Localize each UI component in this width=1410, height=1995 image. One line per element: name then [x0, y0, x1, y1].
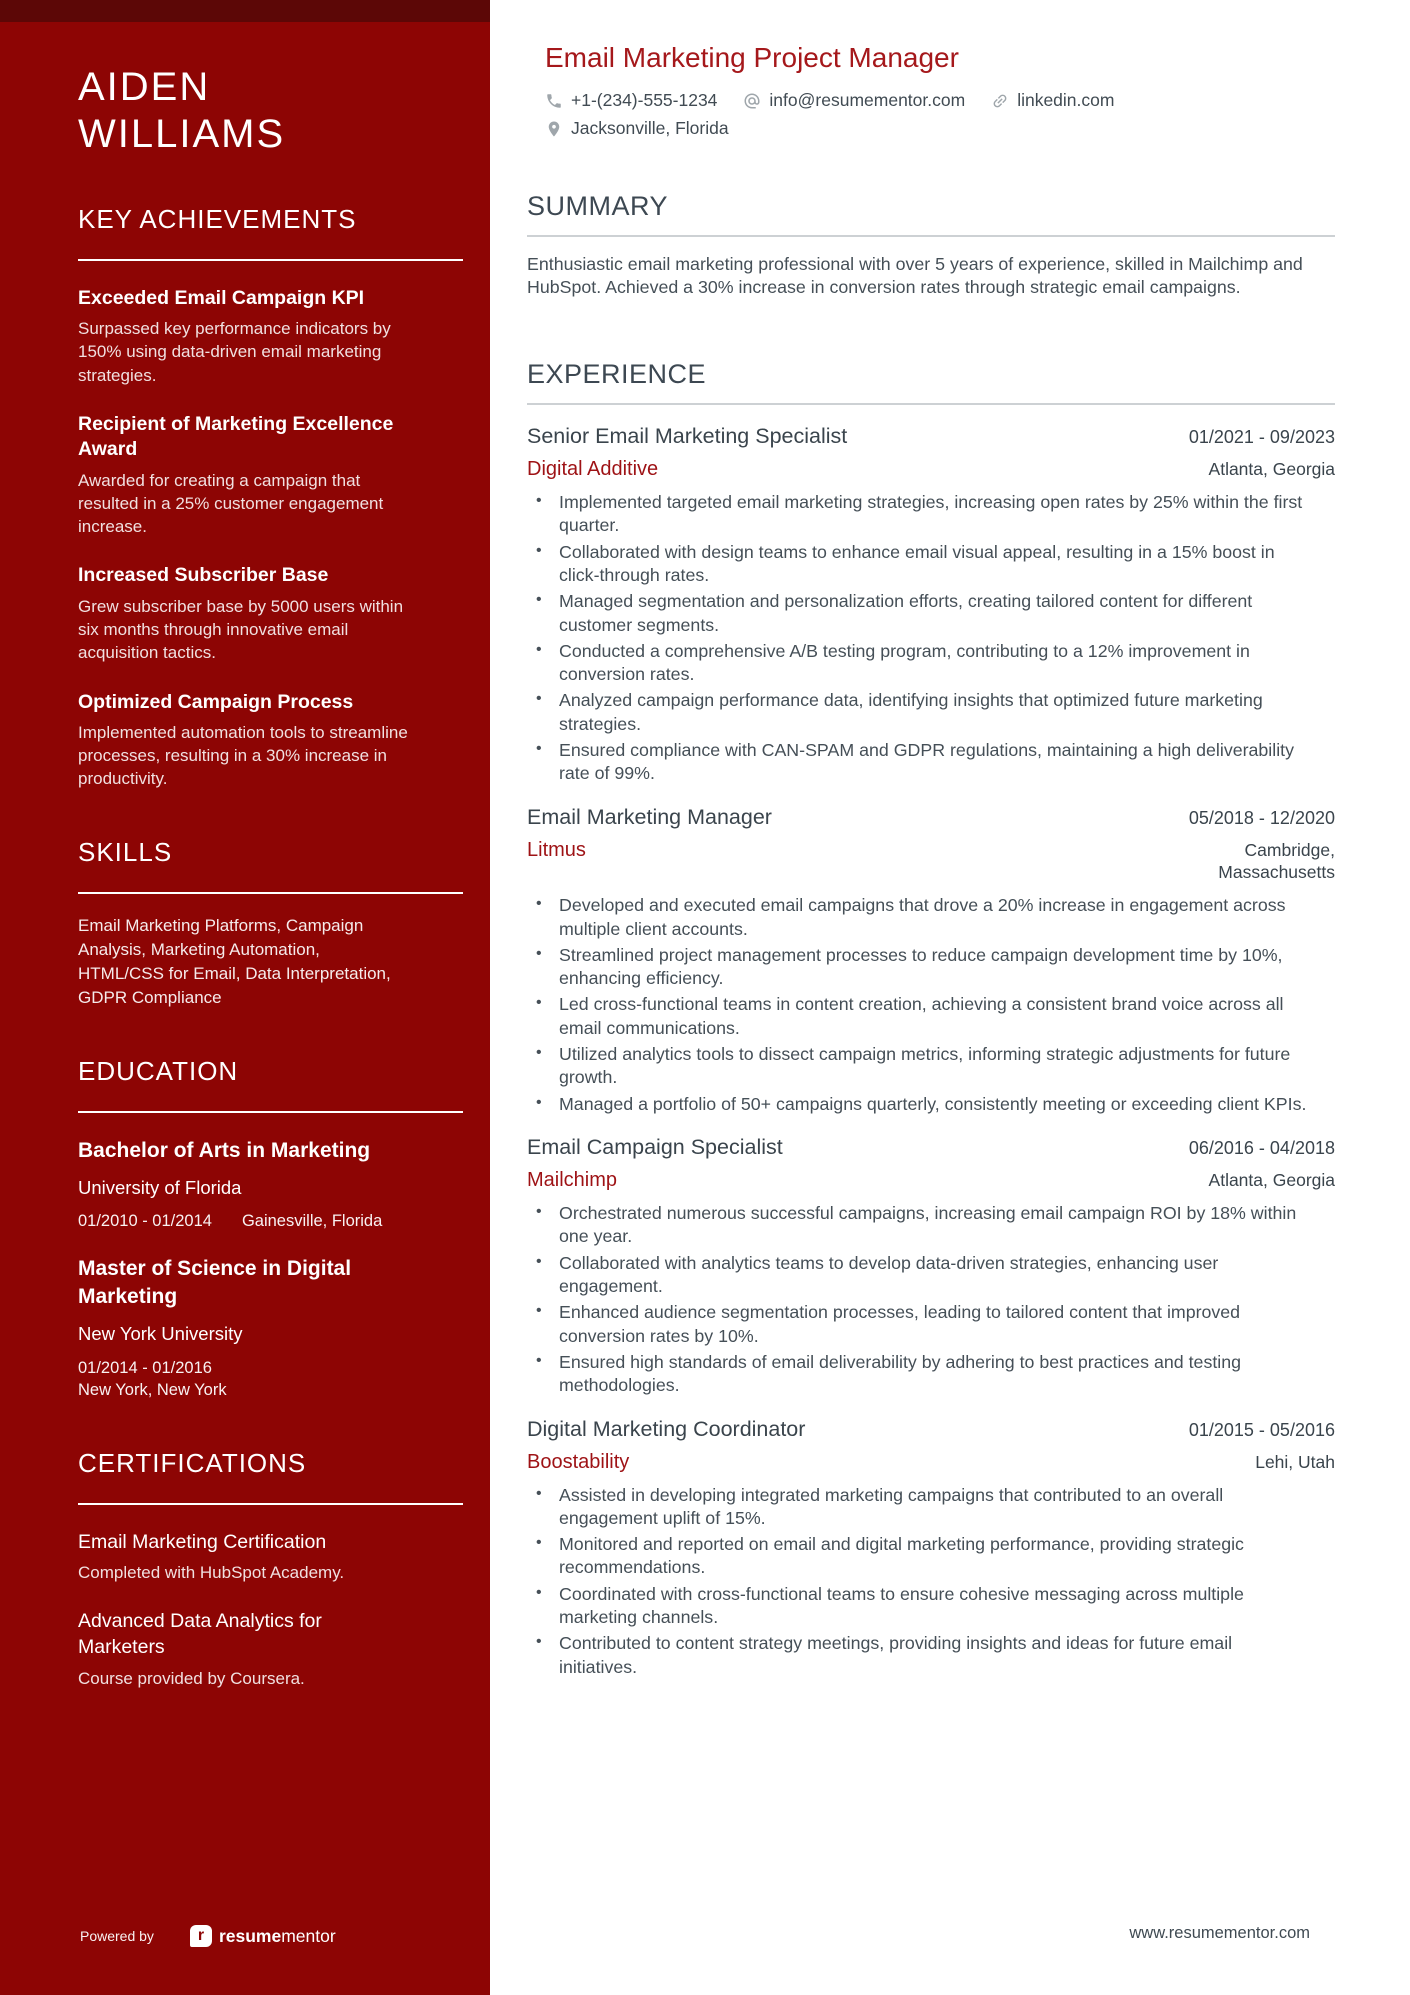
job-bullet: • Ensured high standards of email deliverability by adhering to best practices and testing methodologies. — [527, 1351, 1335, 1398]
sidebar-content — [0, 22, 490, 1690]
achievement-item — [78, 690, 410, 791]
phone-icon — [545, 92, 563, 110]
job-bullet: • Implemented targeted email marketing strategies, increasing open rates by 25% within the first quarter. — [527, 491, 1335, 538]
job-bullet-list — [527, 1202, 1335, 1398]
powered-by-label: Powered by — [80, 1928, 154, 1944]
phone-contact — [545, 90, 717, 111]
company-name: Mailchimp — [527, 1169, 618, 1192]
location-contact — [545, 118, 729, 139]
achievement-desc: Grew subscriber base by 5000 users within six months through innovative email acquisition tactics. — [78, 597, 404, 663]
experience-entry — [527, 424, 1335, 786]
key-achievements-section — [78, 204, 465, 791]
email-contact — [743, 90, 965, 111]
achievement-desc: Surpassed key performance indicators by 150% using data-driven email marketing strategies. — [78, 319, 391, 385]
job-location: Lehi, Utah — [1255, 1451, 1335, 1472]
job-title: Email Marketing Manager — [527, 804, 772, 829]
website-contact — [991, 90, 1114, 111]
company-name: Litmus — [527, 838, 586, 861]
section-divider — [78, 1111, 463, 1113]
job-bullet-list — [527, 491, 1335, 786]
education-item — [78, 1137, 410, 1231]
experience-heading: EXPERIENCE — [527, 359, 707, 390]
job-bullet: • Managed segmentation and personalization efforts, creating tailored content for different customer segments. — [527, 590, 1335, 637]
summary-text: Enthusiastic email marketing professional with over 5 years of experience, skilled in Mailchimp and HubSpot. Achieved a 30% increase in conversion rates through strategic email campaigns. — [527, 253, 1303, 297]
job-location: Cambridge, Massachusetts — [1218, 839, 1335, 883]
certification-title: Advanced Data Analytics for Marketers — [78, 1610, 322, 1659]
certification-desc: Completed with HubSpot Academy. — [78, 1563, 345, 1583]
certifications-heading: CERTIFICATIONS — [78, 1447, 307, 1478]
section-divider — [78, 1503, 463, 1505]
phone-number[interactable]: +1-(234)-555-1234 — [571, 90, 718, 110]
achievement-title: Recipient of Marketing Excellence Award — [78, 412, 394, 461]
job-bullet: • Collaborated with design teams to enhance email visual appeal, resulting in a 15% boost in click-through rates. — [527, 541, 1335, 588]
job-bullet: • Ensured compliance with CAN-SPAM and GDPR regulations, maintaining a high deliverability rate of 99%. — [527, 739, 1335, 786]
job-bullet: • Utilized analytics tools to dissect campaign metrics, informing strategic adjustments for future growth. — [527, 1043, 1335, 1090]
experience-section — [527, 359, 1335, 1679]
job-dates: 06/2016 - 04/2018 — [1188, 1138, 1335, 1159]
job-bullet: • Enhanced audience segmentation processes, leading to tailored content that improved conversion rates by 10%. — [527, 1301, 1335, 1348]
job-bullet: • Led cross-functional teams in content creation, achieving a consistent brand voice across all email communications. — [527, 993, 1335, 1040]
school-name: University of Florida — [78, 1177, 242, 1199]
skills-section — [78, 837, 465, 1011]
job-bullet: • Managed a portfolio of 50+ campaigns quarterly, consistently meeting or exceeding client KPIs. — [527, 1093, 1335, 1116]
certification-desc: Course provided by Coursera. — [78, 1668, 305, 1688]
achievement-item — [78, 286, 410, 387]
footer-site-url[interactable]: www.resumementor.com — [1129, 1924, 1310, 1942]
job-bullet: • Orchestrated numerous successful campaigns, increasing email campaign ROI by 18% within one year. — [527, 1202, 1335, 1249]
job-title: Digital Marketing Coordinator — [527, 1416, 806, 1441]
certifications-section — [78, 1448, 465, 1690]
education-section — [78, 1056, 465, 1401]
job-head — [527, 1417, 1335, 1442]
job-bullet: • Monitored and reported on email and digital marketing performance, providing strategic recommendations. — [527, 1533, 1335, 1580]
logo-text-light: mentor — [281, 1925, 336, 1946]
resume-header — [545, 42, 1335, 139]
job-sub — [527, 1169, 1335, 1192]
job-bullet: • Developed and executed email campaigns that drove a 20% increase in engagement across multiple client accounts. — [527, 894, 1335, 941]
website-url[interactable]: linkedin.com — [1017, 90, 1115, 110]
summary-heading: SUMMARY — [527, 191, 669, 221]
contact-row — [545, 90, 1335, 111]
degree-title: Master of Science in Digital Marketing — [78, 1257, 352, 1308]
job-bullet-list — [527, 894, 1335, 1116]
experience-entry — [527, 1135, 1335, 1398]
education-location: New York, New York — [78, 1380, 227, 1399]
key-achievements-heading: KEY ACHIEVEMENTS — [78, 203, 357, 234]
job-bullet: • Collaborated with analytics teams to develop data-driven strategies, enhancing user engagement. — [527, 1252, 1335, 1299]
education-dates: 01/2014 - 01/2016 — [78, 1358, 212, 1377]
summary-section — [527, 191, 1335, 299]
achievement-title: Optimized Campaign Process — [78, 690, 354, 713]
sidebar — [0, 0, 490, 1995]
job-head — [527, 1135, 1335, 1160]
job-location: Atlanta, Georgia — [1208, 1170, 1335, 1191]
degree-title: Bachelor of Arts in Marketing — [78, 1139, 371, 1163]
job-bullet: • Streamlined project management processes to reduce campaign development time by 10%, enhancing efficiency. — [527, 944, 1335, 991]
certification-title: Email Marketing Certification — [78, 1530, 327, 1553]
resumementor-logo-text — [219, 1926, 336, 1947]
section-divider — [78, 259, 463, 261]
job-bullet: • Analyzed campaign performance data, identifying insights that optimized future marketing strategies. — [527, 689, 1335, 736]
skills-heading: SKILLS — [78, 836, 173, 867]
location-text: Jacksonville, Florida — [571, 118, 729, 138]
achievement-title: Exceeded Email Campaign KPI — [78, 286, 365, 309]
job-sub — [527, 458, 1335, 481]
education-item — [78, 1255, 410, 1401]
job-target-title: Email Marketing Project Manager — [545, 42, 959, 73]
candidate-last-name: WILLIAMS — [78, 111, 286, 156]
company-name: Digital Additive — [527, 457, 659, 480]
job-sub — [527, 1451, 1335, 1474]
job-bullet: • Assisted in developing integrated marketing campaigns that contributed to an overall engagement uplift of 15%. — [527, 1484, 1335, 1531]
education-heading: EDUCATION — [78, 1056, 239, 1087]
section-divider — [527, 235, 1335, 237]
job-dates: 01/2015 - 05/2016 — [1188, 1419, 1335, 1440]
education-meta — [78, 1358, 410, 1402]
achievement-title: Increased Subscriber Base — [78, 564, 329, 587]
section-divider — [78, 892, 463, 894]
main-column — [490, 0, 1410, 1995]
section-divider — [527, 403, 1335, 405]
job-title: Email Campaign Specialist — [527, 1135, 783, 1160]
certification-item — [78, 1530, 410, 1585]
achievement-item — [78, 412, 410, 539]
contact-row — [545, 118, 1335, 139]
education-dates: 01/2010 - 01/2014 — [78, 1212, 212, 1231]
job-title: Senior Email Marketing Specialist — [527, 423, 848, 448]
job-sub — [527, 839, 1335, 885]
candidate-name — [78, 64, 465, 158]
company-name: Boostability — [527, 1450, 630, 1473]
education-location: Gainesville, Florida — [241, 1212, 383, 1231]
achievement-desc: Implemented automation tools to streamline processes, resulting in a 30% increase in productivity. — [78, 723, 408, 789]
at-icon — [743, 92, 761, 110]
link-icon — [987, 88, 1012, 113]
job-location: Atlanta, Georgia — [1208, 458, 1335, 479]
email-address[interactable]: info@resumementor.com — [769, 90, 966, 110]
education-meta — [78, 1212, 410, 1231]
experience-entry — [527, 805, 1335, 1116]
school-name: New York University — [78, 1322, 243, 1344]
skills-list: Email Marketing Platforms, Campaign Analysis, Marketing Automation, HTML/CSS for Email, Data Interpretation, GDPR Compliance — [78, 915, 391, 1007]
experience-entry — [527, 1417, 1335, 1680]
job-dates: 01/2021 - 09/2023 — [1188, 426, 1335, 447]
resumementor-logo-icon: r — [190, 1925, 212, 1947]
job-bullet-list — [527, 1484, 1335, 1680]
achievement-desc: Awarded for creating a campaign that resulted in a 25% customer engagement increase. — [78, 471, 384, 537]
top-accent-bar — [0, 0, 490, 22]
certification-item — [78, 1609, 410, 1690]
job-bullet: • Conducted a comprehensive A/B testing program, contributing to a 12% improvement in conversion rates. — [527, 640, 1335, 687]
job-bullet: • Coordinated with cross-functional teams to ensure cohesive messaging across multiple marketing channels. — [527, 1583, 1335, 1630]
candidate-first-name: AIDEN — [78, 65, 211, 109]
job-dates: 05/2018 - 12/2020 — [1188, 807, 1335, 828]
job-head — [527, 805, 1335, 830]
pin-icon — [545, 120, 563, 138]
logo-text-bold: resume — [218, 1925, 282, 1946]
job-bullet: • Contributed to content strategy meetings, providing insights and ideas for future email initiatives. — [527, 1632, 1335, 1679]
job-head — [527, 424, 1335, 449]
sidebar-footer — [80, 1925, 336, 1947]
achievement-item — [78, 563, 410, 664]
